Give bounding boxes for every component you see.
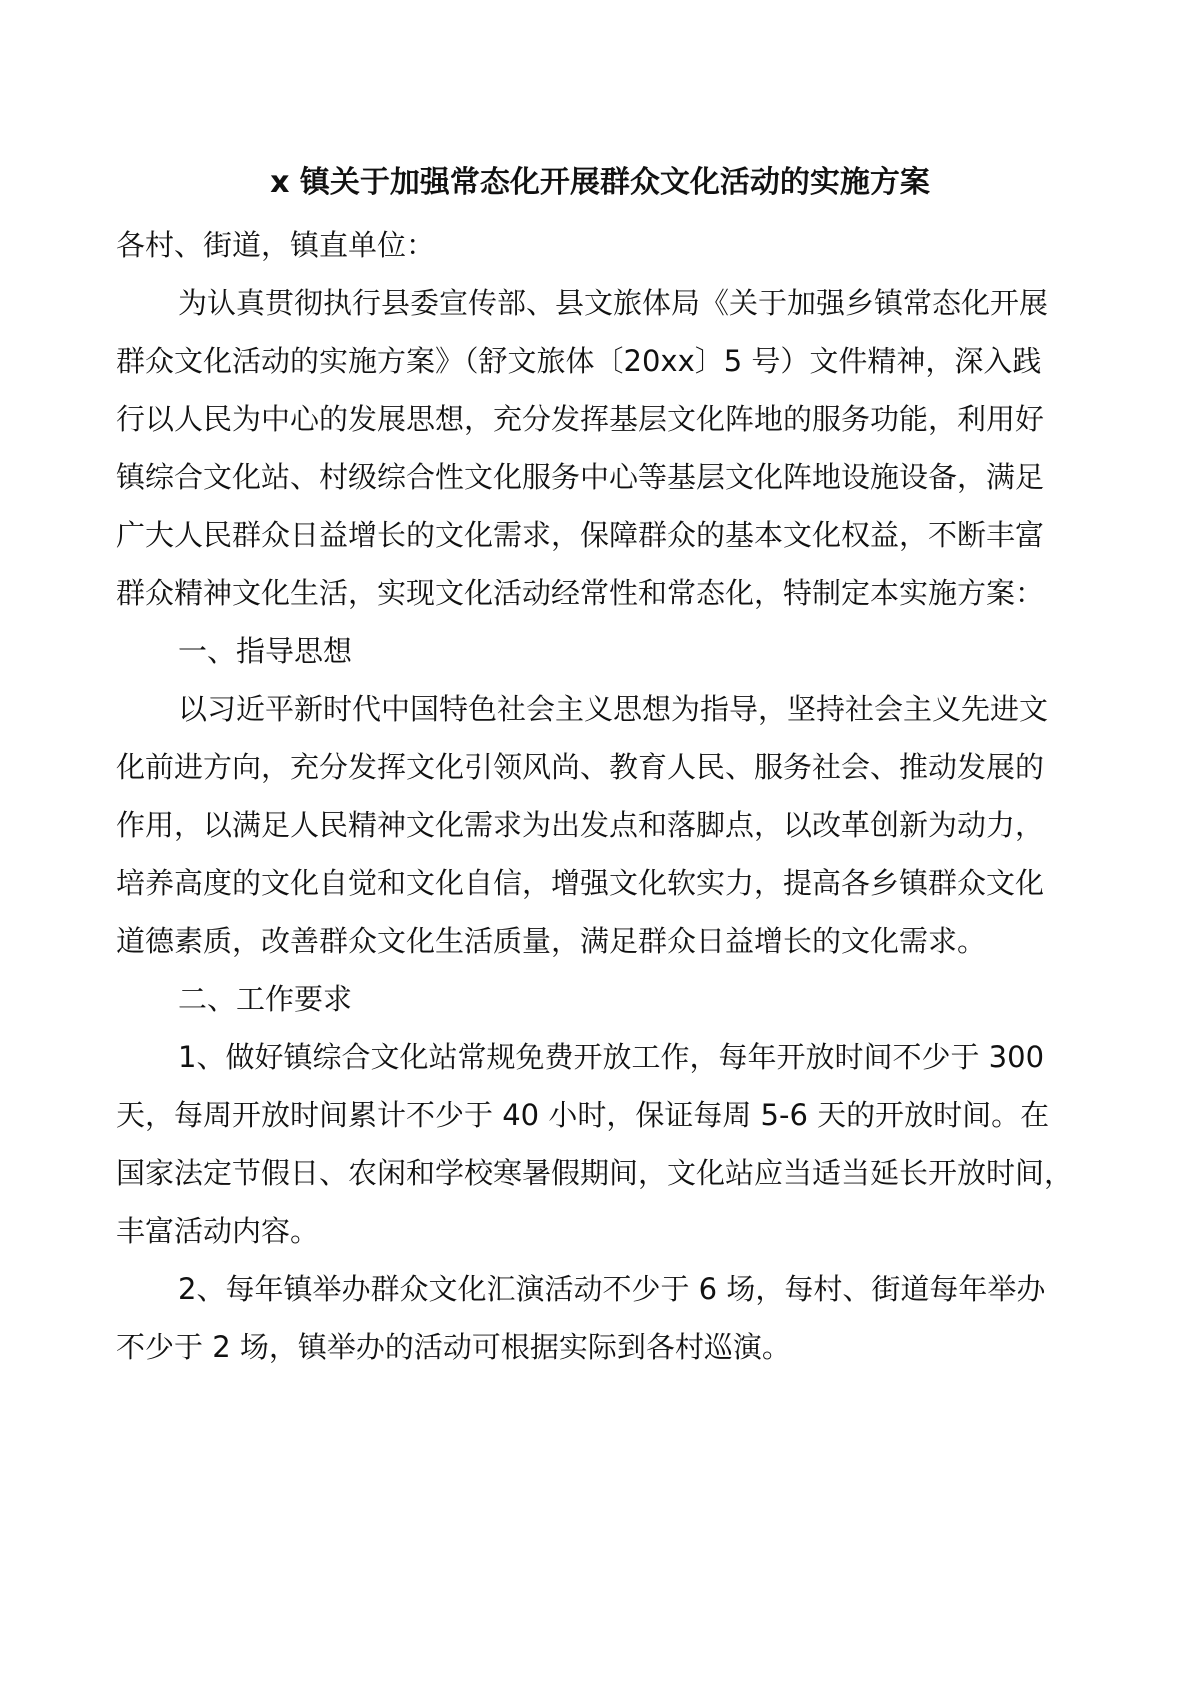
paragraph-line: 培养高度的文化自觉和文化自信，增强文化软实力，提高各乡镇群众文化: [116, 866, 1045, 900]
document-title: x 镇关于加强常态化开展群众文化活动的实施方案: [270, 165, 930, 200]
paragraph-line: 镇综合文化站、村级综合性文化服务中心等基层文化阵地设施设备，满足: [116, 460, 1045, 494]
paragraph-line: 不少于 2 场，镇举办的活动可根据实际到各村巡演。: [116, 1330, 791, 1364]
paragraph-line: 丰富活动内容。: [116, 1214, 320, 1248]
section-heading: 一、指导思想: [178, 634, 353, 668]
paragraph-line: 道德素质，改善群众文化生活质量，满足群众日益增长的文化需求。: [116, 924, 987, 958]
paragraph-line: 2、每年镇举办群众文化汇演活动不少于 6 场，每村、街道每年举办: [178, 1272, 1046, 1306]
paragraph-line: 作用，以满足人民精神文化需求为出发点和落脚点，以改革创新为动力，: [116, 808, 1045, 842]
paragraph-line: 为认真贯彻执行县委宣传部、县文旅体局《关于加强乡镇常态化开展: [178, 286, 1049, 320]
paragraph-line: 1、做好镇综合文化站常规免费开放工作，每年开放时间不少于 300: [178, 1040, 1045, 1074]
paragraph-line: 群众文化活动的实施方案》（舒文旅体〔20xx〕5 号）文件精神，深入践: [116, 344, 1042, 378]
paragraph-line: 天，每周开放时间累计不少于 40 小时，保证每周 5-6 天的开放时间。在: [116, 1098, 1050, 1132]
paragraph-line: 以习近平新时代中国特色社会主义思想为指导，坚持社会主义先进文: [178, 692, 1049, 726]
paragraph-line: 行以人民为中心的发展思想，充分发挥基层文化阵地的服务功能，利用好: [116, 402, 1045, 436]
section-heading: 二、工作要求: [178, 982, 353, 1016]
paragraph-line: 群众精神文化生活，实现文化活动经常性和常态化，特制定本实施方案：: [116, 576, 1045, 610]
salutation: 各村、街道，镇直单位：: [116, 228, 436, 262]
paragraph-line: 国家法定节假日、农闲和学校寒暑假期间，文化站应当适当延长开放时间，: [116, 1156, 1074, 1190]
paragraph-line: 化前进方向，充分发挥文化引领风尚、教育人民、服务社会、推动发展的: [116, 750, 1045, 784]
paragraph-line: 广大人民群众日益增长的文化需求，保障群众的基本文化权益，不断丰富: [116, 518, 1045, 552]
